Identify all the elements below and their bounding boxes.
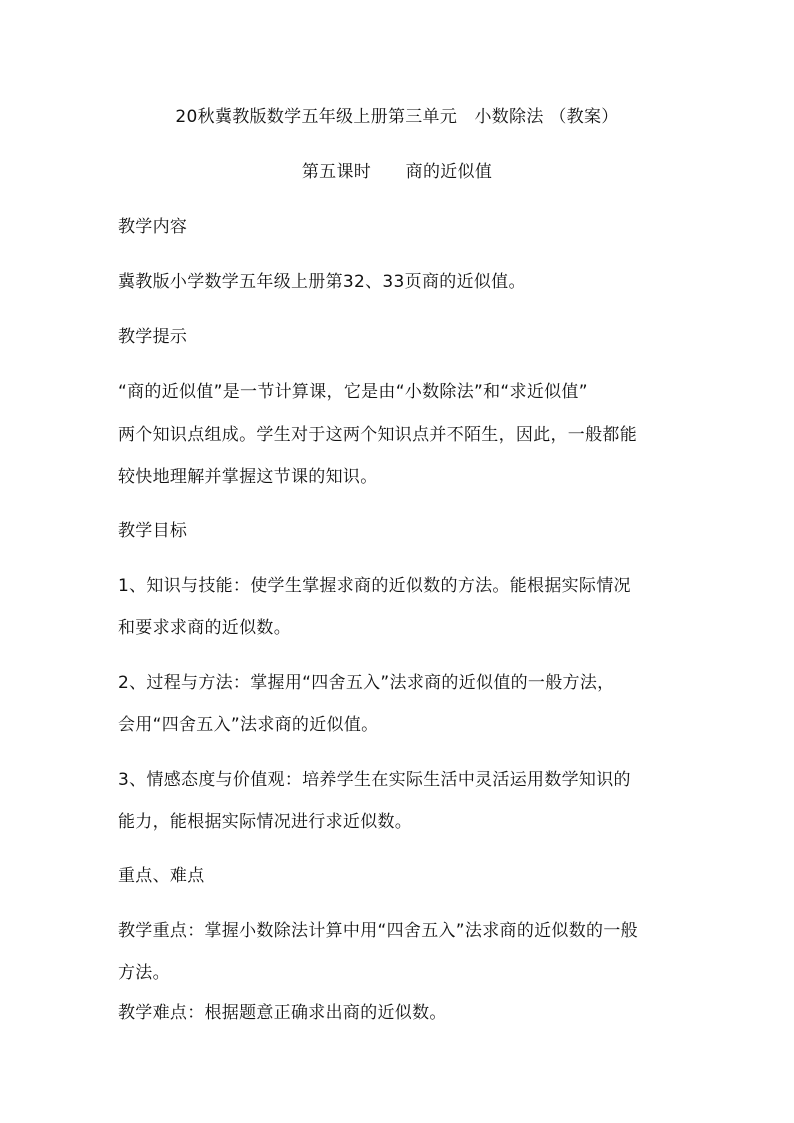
goal-3-line: 3、情感态度与价值观：培养学生在实际生活中灵活运用数学知识的 [118,770,631,790]
goal-3-line: 能力，能根据实际情况进行求近似数。 [118,812,413,832]
difficult-point: 教学难点：根据题意正确求出商的近似数。 [118,1003,447,1023]
hint-line: 两个知识点组成。学生对于这两个知识点并不陌生，因此，一般都能 [118,425,637,445]
content-text: 冀教版小学数学五年级上册第32、33页商的近似值。 [118,272,526,292]
goal-1-line: 1、知识与技能：使学生掌握求商的近似数的方法。能根据实际情况 [118,576,631,596]
goal-2-line: 2、过程与方法：掌握用“四舍五入”法求商的近似值的一般方法， [118,673,615,693]
goal-1-line: 和要求求商的近似数。 [118,618,291,638]
goal-2-line: 会用“四舍五入”法求商的近似值。 [118,715,379,735]
section-heading-goals: 教学目标 [118,521,188,541]
document-title: 20秋冀教版数学五年级上册第三单元 小数除法 （教案） [175,107,619,127]
hint-line: 较快地理解并掌握这节课的知识。 [118,467,378,487]
key-point-line: 方法。 [118,963,170,983]
lesson-subtitle: 第五课时 商的近似值 [301,162,493,182]
hint-line: “商的近似值”是一节计算课，它是由“小数除法”和“求近似值” [118,382,588,402]
key-point-line: 教学重点：掌握小数除法计算中用“四舍五入”法求商的近似数的一般 [118,921,638,941]
section-heading-key-points: 重点、难点 [118,866,205,886]
section-heading-hint: 教学提示 [118,327,188,347]
section-heading-content: 教学内容 [118,217,188,237]
